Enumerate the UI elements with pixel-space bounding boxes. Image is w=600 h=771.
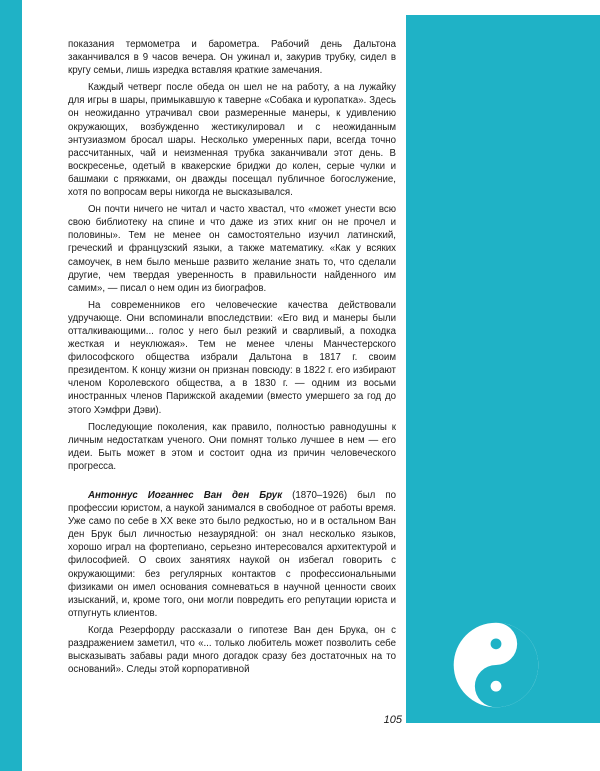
paragraph-2: Каждый четверг после обеда он шел не на работу, а на лужайку для игры в шары, примыкавшую к таверне «Собака и куропатка». Здесь он неожиданно утрачивал свои размеренные манеры, к удивлению окружающих, возбужденно жестикулировал и с неожиданным энтузиазмом бросал шары. Несколько умеренных пари, всегда точно рассчитанных, чай и неизменная трубка заканчивали этот день. В воскресенье, одетый в квакерские бриджи до колен, серые чулки и башмаки с пряжками, он дважды посещал публичное богослужение, хотя по вопросам веры никогда не высказывался.	[68, 82, 396, 199]
paragraph-1: показания термометра и барометра. Рабочий день Дальтона заканчивался в 9 часов вечера. Он ужинал и, закурив трубку, сидел в кругу семьи, лишь изредка вставляя краткие замечания.	[68, 39, 396, 77]
paragraph-3: Он почти ничего не читал и часто хвастал, что «может унести всю свою библиотеку на спине и что даже из этих книг он не прочел и половины». Тем не менее он самостоятельно изучил латинский, греческий и французский языки, а также математику. «Как у всяких самоучек, в нем было меньше развито желание знать то, что сделали другие, чем твердая уверенность в правильности найденного им самим», — писал о нем один из биографов.	[68, 204, 396, 294]
right-accent-band	[406, 15, 600, 723]
paragraph-6	[68, 489, 396, 620]
paragraph-7: Когда Резерфорду рассказали о гипотезе Ван ден Брука, он с раздражением заметил, что «... только любитель может позволить себе высказывать забавы ради много догадок сразу без достаточных на то оснований». Следы этой корпоративной	[68, 624, 396, 676]
page-number: 105	[383, 714, 402, 726]
paragraph-5: Последующие поколения, как правило, полностью равнодушны к личным недостаткам ученого. Они помнят только лучшее в нем — его идеи. Быть может в этом и состоит одна из причин человеческого прогресса.	[68, 421, 396, 472]
paragraph-4: На современников его человеческие качества действовали удручающе. Они вспоминали впоследствии: «Его вид и манеры были отталкивающими... голос у него был резкий и сварливый, а походка жесткая и неуклюжая». Тем не менее члены Манчестерского философского общества избрали Дальтона в 1817 г. своим президентом. К концу жизни он признан повсюду: в 1822 г. его избирают членом Королевского общества, а в 1830 г. — одним из восьми иностранных членов Парижской академии (вместо умершего за год до этого Хэмфри Дэви).	[68, 299, 396, 416]
paragraph-6-text: (1870–1926) был по профессии юристом, а наукой занимался в свободное от работы время. Уже само по себе в XX веке это было редкостью, но и в остальном Ван ден Брук был личностью незаурядной: он знал несколько языков, хорошо играл на фортепиано, серьезно интересовался архитектурой и философией. О своих занятиях наукой он избегал говорить с окружающими: без регулярных контактов с профессиональными физиками он имел основания сомневаться в научной ценности своих изысканий, и, кроме того, они могли повредить его репутации юриста и отпугнуть клиентов.	[68, 490, 396, 619]
yin-yang-icon	[451, 620, 541, 710]
left-accent-strip	[0, 0, 22, 771]
text-column	[68, 38, 396, 680]
person-name: Антоннус Иоганнес Ван ден Брук	[88, 490, 283, 501]
